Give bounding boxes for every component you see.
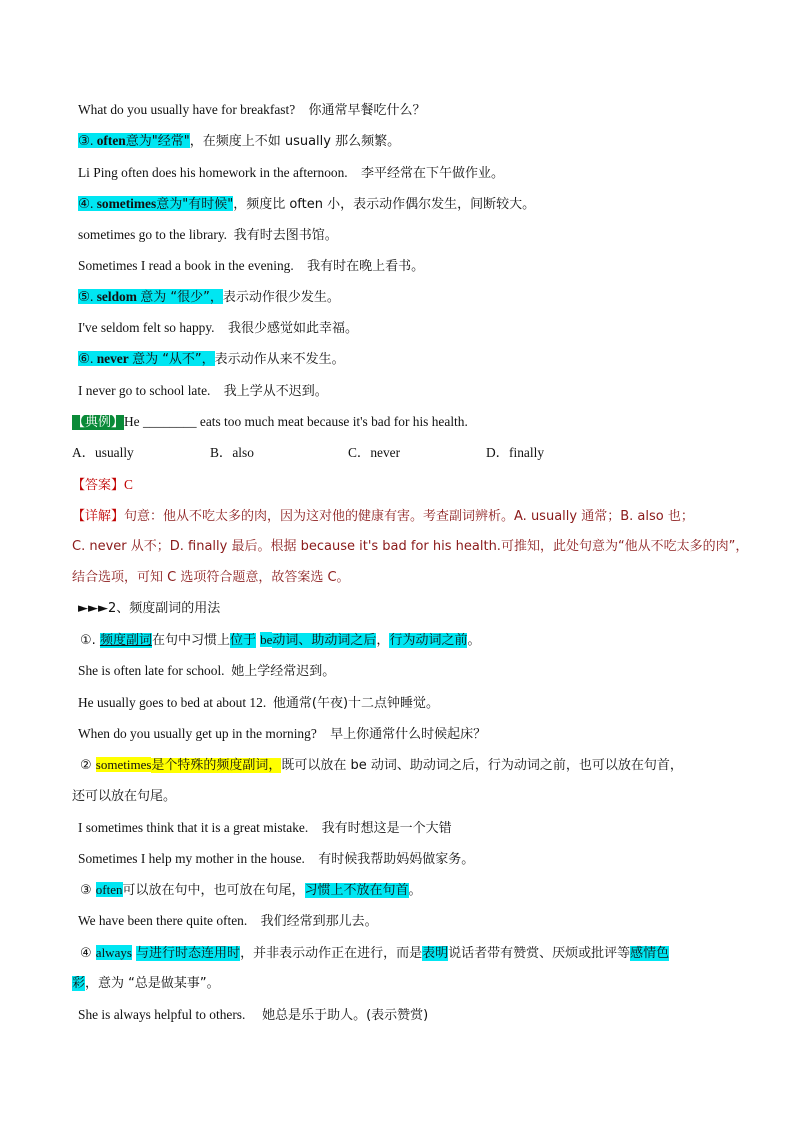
example-question — [72, 413, 722, 432]
meaning: 意为"有时候" — [156, 197, 234, 212]
answer-value: C — [124, 477, 133, 492]
rule-text: 可以放在句中，也可放在句尾， — [122, 883, 305, 898]
chinese-text: 我有时在晚上看书。 — [307, 259, 425, 274]
example-sentence — [78, 694, 728, 713]
example-sentence — [78, 912, 728, 931]
chinese-text: 我上学从不迟到。 — [223, 384, 328, 399]
option-b: B．also — [210, 445, 254, 460]
highlight: 感情色 — [630, 946, 670, 961]
chinese-text: 早上你通常什么时候起床？ — [330, 727, 487, 742]
highlight: 行为动词之前 — [389, 633, 468, 648]
keyword: seldom — [96, 289, 137, 304]
detail-line-1 — [72, 507, 722, 526]
highlight: always — [95, 945, 132, 960]
rule-text: ，意为 “总是做某事”。 — [85, 976, 220, 991]
detail-text: 句意：他从不吃太多的肉，因为这对他的健康有害。考查副词辨析。A. usually 通常；B. also 也； — [124, 509, 694, 524]
highlight: 表明 — [422, 946, 449, 961]
rule-number: ⑥. — [78, 351, 94, 366]
usage-rule-2 — [80, 756, 730, 775]
usage-rule-3 — [80, 881, 730, 900]
highlight: be — [260, 632, 273, 647]
rule-text: 说话者带有赞赏、厌烦或批评等 — [448, 946, 631, 961]
rule-seldom — [78, 288, 728, 307]
keyword: often — [96, 133, 126, 148]
english-text: I've seldom felt so happy. — [78, 320, 215, 335]
option-d: D．finally — [486, 445, 545, 460]
example-sentence — [78, 662, 728, 681]
option-c: C．never — [348, 445, 401, 460]
rule-number: ①. — [80, 633, 96, 648]
chinese-text: 有时候我帮助妈妈做家务。 — [318, 852, 475, 867]
example-sentence — [78, 819, 728, 838]
option-a: A．usually — [72, 445, 134, 460]
example-sentence — [78, 1006, 728, 1025]
highlight: 位于 — [229, 633, 256, 648]
example-sentence — [78, 257, 728, 276]
usage-rule-4-cont — [72, 975, 722, 993]
english-text: She is always helpful to others. — [78, 1007, 246, 1022]
punctuation: 。 — [467, 633, 481, 648]
meaning: 意为 “从不”， — [132, 352, 215, 367]
chinese-text: 李平经常在下午做作业。 — [361, 166, 505, 181]
chinese-text: 我有时去图书馆。 — [233, 228, 338, 243]
english-text: She is often late for school. — [78, 663, 225, 678]
rule-text: 表示动作很少发生。 — [222, 290, 340, 305]
english-text: Sometimes I read a book in the evening. — [78, 258, 294, 273]
rule-number: ⑤. — [78, 289, 94, 304]
rule-text: ，在频度上不如 usually 那么频繁。 — [189, 134, 401, 149]
rule-text: ，并非表示动作正在进行，而是 — [240, 946, 423, 961]
highlight: 与进行时态连用时 — [136, 946, 241, 961]
rule-text: 表示动作从来不发生。 — [214, 352, 345, 367]
english-text: Sometimes I help my mother in the house. — [78, 851, 305, 866]
english-text: sometimes go to the library. — [78, 227, 228, 242]
detail-line-2: C. never 从不；D. finally 最后。根据 because it's bad for his health.可推知，此处句意为“他从不吃太多的肉”， — [72, 539, 749, 554]
punctuation: ， — [376, 633, 390, 648]
highlight: 彩 — [72, 976, 86, 991]
example-sentence — [78, 382, 728, 401]
rule-text: ，频度比 often 小，表示动作偶尔发生，间断较大。 — [233, 197, 536, 212]
chinese-text: 她总是乐于助人。(表示赞赏) — [262, 1008, 429, 1023]
english-text: I never go to school late. — [78, 383, 211, 398]
rule-text: 在句中习惯上 — [151, 633, 230, 648]
rule-sometimes — [78, 195, 728, 214]
rule-number: ③ — [80, 883, 92, 898]
highlight: often — [95, 882, 123, 897]
rule-text: 既可以放在 be 动词、助动词之后，行为动词之前，也可以放在句首， — [281, 758, 683, 773]
highlight: 是个特殊的频度副词， — [151, 758, 282, 773]
question-text: He ________ eats too much meat because it's bad for his health. — [124, 414, 468, 429]
english-text: Li Ping often does his homework in the afternoon. — [78, 165, 348, 180]
rule-often — [78, 132, 728, 151]
highlight: sometimes — [95, 757, 152, 772]
chinese-text: 我们经常到那儿去。 — [260, 914, 378, 929]
rule-never — [78, 350, 728, 369]
highlight: 频度副词 — [99, 633, 152, 648]
usage-rule-1 — [80, 631, 730, 650]
highlight: 动词、助动词之后 — [272, 633, 377, 648]
example-sentence — [78, 164, 728, 183]
english-text: We have been there quite often. — [78, 913, 248, 928]
answer-line — [72, 476, 722, 495]
example-sentence — [78, 226, 728, 245]
keyword: sometimes — [96, 196, 157, 211]
chinese-text: 我有时想这是一个大错 — [321, 821, 452, 836]
chinese-text: 他通常(午夜)十二点钟睡觉。 — [272, 696, 440, 711]
meaning: 意为 “很少”， — [140, 290, 223, 305]
chinese-text: 你通常早餐吃什么？ — [308, 103, 426, 118]
answer-tag: 【答案】 — [72, 478, 125, 493]
section-heading: ►►►2、频度副词的用法 — [78, 601, 221, 616]
example-sentence — [78, 850, 728, 869]
highlight: 习惯上不放在句首 — [304, 883, 409, 898]
punctuation: 。 — [408, 883, 422, 898]
rule-number: ② — [80, 758, 92, 773]
chinese-text: 我很少感觉如此幸福。 — [227, 321, 358, 336]
example-sentence — [78, 725, 728, 744]
example-sentence — [78, 319, 728, 338]
chinese-text: 她上学经常迟到。 — [231, 664, 336, 679]
english-text: When do you usually get up in the morning? — [78, 726, 317, 741]
detail-tag: 【详解】 — [72, 509, 125, 524]
english-text: I sometimes think that it is a great mistake. — [78, 820, 309, 835]
usage-rule-4 — [80, 944, 730, 963]
usage-rule-2-cont: 还可以放在句尾。 — [72, 789, 177, 804]
rule-number: ④. — [78, 196, 94, 211]
english-text: What do you usually have for breakfast? — [78, 102, 296, 117]
answer-options — [72, 444, 722, 462]
example-tag: 【典例】 — [72, 415, 125, 430]
example-sentence — [78, 101, 728, 120]
english-text: He usually goes to bed at about 12. — [78, 695, 267, 710]
meaning: 意为"经常" — [125, 134, 190, 149]
rule-number: ④ — [80, 946, 92, 961]
detail-line-3: 结合选项，可知 C 选项符合题意，故答案选 C。 — [72, 570, 350, 585]
rule-number: ③. — [78, 133, 94, 148]
keyword: never — [96, 351, 129, 366]
